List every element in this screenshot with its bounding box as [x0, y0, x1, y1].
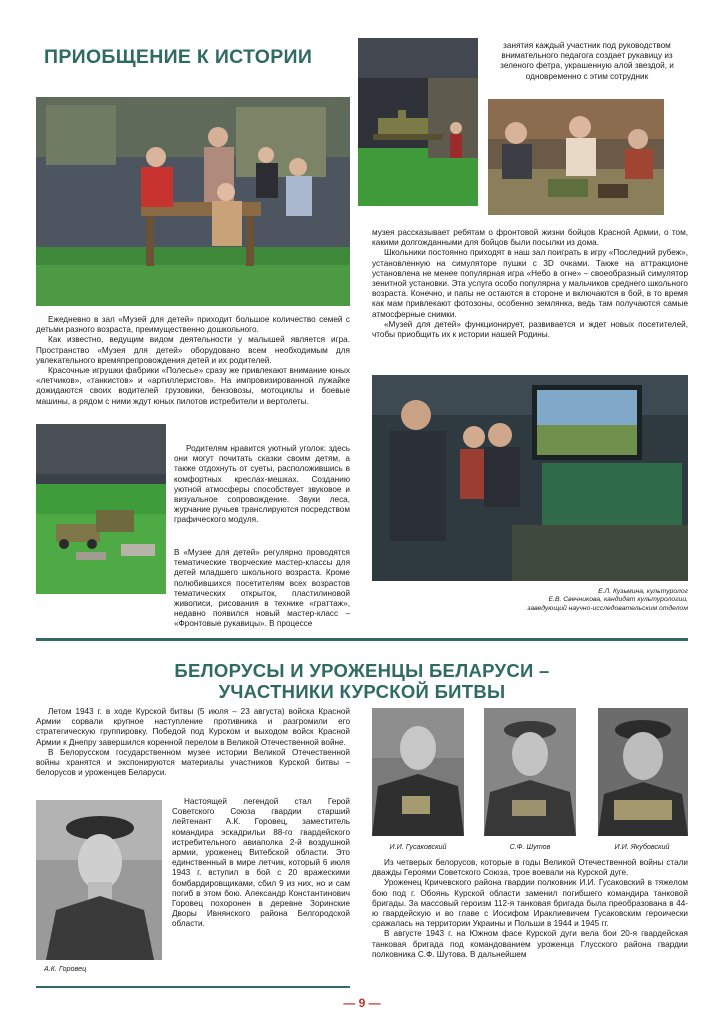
portrait-gusakovsky — [372, 708, 464, 836]
article1-title: ПРИОБЩЕНИЕ К ИСТОРИИ — [44, 46, 313, 68]
article1-p8: Школьники постоянно приходят в наш зал поиграть в игру «Последний рубеж», установленную на симуляторе пушки с 3D очками. Также на аттракционе установлена не менее популярная игра «Небо в огне» – своеобразный симулятор зенитной установки. Эта услуга особо популярна у мальчиков среднего школьного возраста. Конечно, и папы не остаются в стороне и включаются в бой, в то время как мам привлекают фотозоны, особенно землянка, ведь там получаются самые атмосферные снимки. — [372, 248, 688, 319]
article2-p2: В Белорусском государственном музее истории Великой Отечественной войны хранятся и экспонируются материалы участников Курской битвы – белорусов и уроженцев Беларуси. — [36, 747, 350, 778]
caption-yakubovsky: И.И. Якубовский — [614, 842, 670, 851]
article2-intro: Летом 1943 г. в ходе Курской битвы (5 июля – 23 августа) войска Красной Армии сорвали крупное наступление противника и разгромили его стратегическую группировку. Победой под Курском и выходом войск Красной Армии к Днепру завершился коренной перелом в Великой Отечественной войне. В Белорусском государственном музее истории Великой Отечественной войны хранятся и экспонируются материалы участников Курской битвы – белорусов и уроженцев Беларуси. — [36, 707, 350, 778]
article2-title-line2: УЧАСТНИКИ КУРСКОЙ БИТВЫ — [218, 681, 506, 702]
caption-shutov: С.Ф. Шутов — [509, 842, 551, 851]
article1-p5: В «Музее для детей» регулярно проводятся тематические творческие мастер-классы для детей младшего школьного возраста. Кроме полюбившихся посетителям всех возрастов тематических открыток, пластилиновой живописи, рисования в технике «граттаж», недавно появился новый мастер-класс – «Фронтовые рукавицы». В процессе — [174, 548, 350, 629]
caption-gorovets: А.К. Горовец — [44, 964, 87, 973]
article2-p6: В августе 1943 г. на Южном фасе Курской дуги вела бои 20-я гвардейская танковая бригада под командованием уроженца Глусского района гвардии полковника С.Ф. Шутова. В дальнейшем — [372, 929, 688, 959]
portrait-yakubovsky — [598, 708, 688, 836]
portrait-gorovets — [36, 800, 162, 960]
article2-title-line1: БЕЛОРУСЫ И УРОЖЕНЦЫ БЕЛАРУСИ – — [174, 660, 550, 681]
photo-simulator-game — [372, 375, 688, 581]
article1-p6: занятия каждый участник под руководством внимательного педагога создает рукавицу из зеленого фетра, украшенную алой звездой, и одновременно с этим сотрудник — [500, 41, 674, 81]
article2-title — [36, 660, 688, 702]
caption-gusakovsky: И.И. Гусаковский — [389, 842, 447, 851]
article1-intro: Ежедневно в зал «Музей для детей» приходит большое количество семей с детьми разного возраста, преимущественно дошкольного. Как известно, ведущим видом деятельности у малышей является игра. Пространство «Музея для детей» оборудовано всем необходимым для увлекательного времяпрепровождения детей и их родителей. Красочные игрушки фабрики «Полесье» сразу же привлекают внимание юных «летчиков», «танкистов» и «артиллеристов». На импровизированной лужайке дожидаются своих водителей грузовики, бензовозы, мотоциклы и боевые машины, а рядом с ними ждут юных пилотов истребители и вертолеты. — [36, 315, 350, 406]
photo-museum-hall — [358, 38, 478, 206]
article1-p2: Как известно, ведущим видом деятельности у малышей является игра. Пространство «Музея для детей» оборудовано всем необходимым для увлекательного времяпрепровождения детей и их родителей. — [36, 335, 350, 365]
author-position: заведующий научно-исследовательским отделом — [527, 604, 688, 612]
article1-p4: Родителям нравится уютный уголок: здесь они могут почитать сказки своим детям, а также отдохнуть от суеты, расположившись в комфортных креслах-мешках. Созданию уютной атмосферы способствует звуковое и визуальное сопровождение. Звуки леса, журчание ручьев транслируются посредством графического модуля. — [174, 444, 350, 525]
page-number: — 9 — — [343, 996, 381, 1010]
author-kuzmina: Е.Л. Кузьмина, культуролог — [598, 588, 688, 595]
photo-family-museum — [36, 97, 350, 306]
article2-p4: Из четверых белорусов, которые в годы Великой Отечественной войны стали дважды Героями Советского Союза, трое воевали на Курской дуге. — [372, 858, 688, 878]
author-svechnikova: Е.В. Свечникова, кандидат культурологии, — [548, 596, 688, 604]
article2-p3: Настоящей легендой стал Герой Советского Союза гвардии старший лейтенант А.К. Горовец, заместитель командира эскадрильи 88-го гвардейского истребительного авиаполка 2-й воздушной армии, уроженец Витебской области. Это единственный в мире летчик, который 6 июля 1943 г. вступил в бой с 20 вражескими бомбардировщиками, сбил 9 из них, но и сам погиб в этом бою. Александр Константинович Горовец похоронен в деревне Зоринские Дворы Ивнянского района Белгородской области. — [172, 797, 350, 929]
article2-right-column — [372, 858, 688, 960]
footer-rule-left — [36, 986, 350, 988]
article1-p7-p9: музея рассказывает ребятам о фронтовой жизни бойцов Красной Армии, о том, какими долгожданными для бойцов были посылки из дома. Школьники постоянно приходят в наш зал поиграть в игру «Последний рубеж», установленную на симуляторе пушки с 3D очками. Также на аттракционе установлена не менее популярная игра «Небо в огне» – своеобразный симулятор зенитной установки. Эта услуга особо популярна у мальчиков среднего школьного возраста. Конечно, и папы не остаются в стороне и включаются в бой, в то время как мам привлекают фотозоны, особенно землянка, ведь там получаются самые атмосферные снимки. «Музей для детей» функционирует, развивается и ждет новых посетителей, чтобы приобщить их к истории нашей Родины. — [372, 228, 688, 340]
photo-craft-workshop — [488, 99, 664, 215]
article1-authors — [440, 588, 688, 613]
article1-p3: Красочные игрушки фабрики «Полесье» сразу же привлекают внимание юных «летчиков», «танкистов» и «артиллеристов». На импровизированной лужайке дожидаются своих водителей грузовики, бензовозы, мотоциклы и боевые машины, а рядом с ними ждут юных пилотов истребители и вертолеты. — [36, 366, 350, 406]
article2-p5: Уроженец Кричевского района гвардии полковник И.И. Гусаковский в тяжелом бою под г. Обоянь Курской области заменил погибшего командира танковой бригады. За массовый героизм 112-я танковая бригада была преобразована в 44-ю гвардейскую и во главе с Иосифом Ираклиевичем Гусаковским героически сражалась на территории Украины и Польши в 1944 и 1945 гг. — [372, 878, 688, 929]
portrait-shutov — [484, 708, 576, 836]
article1-p9: «Музей для детей» функционирует, развивается и ждет новых посетителей, чтобы приобщить их к истории нашей Родины. — [372, 319, 688, 340]
section-divider — [36, 638, 688, 641]
